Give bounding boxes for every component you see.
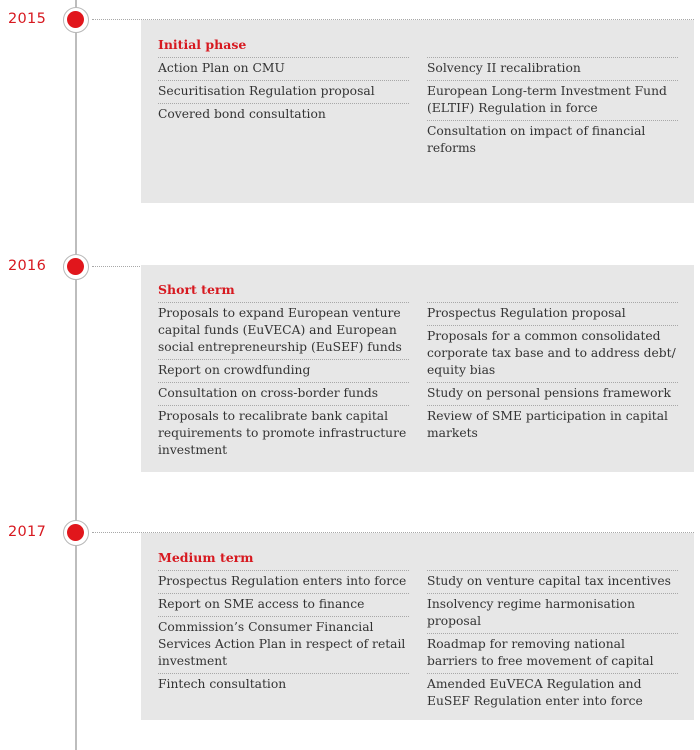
phase-card-initial	[141, 20, 694, 203]
list-item: Report on crowdfunding	[158, 359, 409, 382]
list-item: Fintech consultation	[158, 673, 409, 696]
list-item: Study on personal pensions framework	[427, 382, 678, 405]
list-item: Covered bond consultation	[158, 103, 409, 126]
list-item: Action Plan on CMU	[158, 57, 409, 80]
timeline-axis	[75, 0, 77, 750]
marker-dot-icon	[67, 258, 84, 275]
list-item: Proposals for a common consolidated corporate tax base and to address debt/ equity bias	[427, 325, 678, 382]
phase-title: Initial phase	[158, 37, 247, 52]
timeline-marker-2016	[63, 254, 89, 280]
list-item: Consultation on cross-border funds	[158, 382, 409, 405]
timeline-marker-2015	[63, 7, 89, 33]
year-label-2015: 2015	[8, 11, 47, 27]
phase-card-medium-term	[141, 533, 694, 720]
phase-items-right	[427, 57, 678, 160]
list-item: Prospectus Regulation proposal	[427, 302, 678, 325]
list-item: Prospectus Regulation enters into force	[158, 570, 409, 593]
year-label-2017: 2017	[8, 524, 47, 540]
phase-items-left	[158, 570, 409, 696]
list-item: Consultation on impact of financial reforms	[427, 120, 678, 160]
timeline-marker-2017	[63, 520, 89, 546]
marker-dot-icon	[67, 11, 84, 28]
phase-items-right	[427, 570, 678, 713]
list-item: Solvency II recalibration	[427, 57, 678, 80]
phase-items-left	[158, 57, 409, 126]
list-item: Amended EuVECA Regulation and EuSEF Regulation enter into force	[427, 673, 678, 713]
phase-card-short-term	[141, 265, 694, 472]
list-item: Proposals to expand European venture capital funds (EuVECA) and European social entrepreneurship (EuSEF) funds	[158, 302, 409, 359]
list-item: Study on venture capital tax incentives	[427, 570, 678, 593]
list-item: European Long-term Investment Fund (ELTIF) Regulation in force	[427, 80, 678, 120]
list-item: Review of SME participation in capital markets	[427, 405, 678, 445]
list-item: Securitisation Regulation proposal	[158, 80, 409, 103]
list-item: Roadmap for removing national barriers to free movement of capital	[427, 633, 678, 673]
list-item: Insolvency regime harmonisation proposal	[427, 593, 678, 633]
phase-items-right	[427, 302, 678, 445]
year-label-2016: 2016	[8, 258, 47, 274]
phase-title: Short term	[158, 282, 235, 297]
list-item: Proposals to recalibrate bank capital requirements to promote infrastructure investment	[158, 405, 409, 462]
list-item: Commission’s Consumer Financial Services Action Plan in respect of retail investment	[158, 616, 409, 673]
marker-dot-icon	[67, 524, 84, 541]
phase-items-left	[158, 302, 409, 462]
list-item: Report on SME access to finance	[158, 593, 409, 616]
phase-title: Medium term	[158, 550, 254, 565]
